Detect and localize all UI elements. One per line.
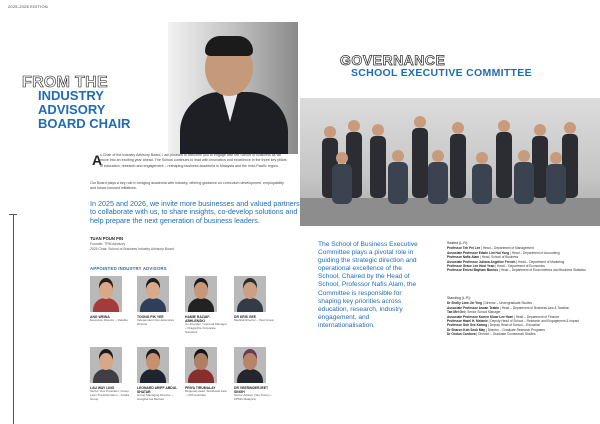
- member-role: Deputy Head of School – Research and Engagement & Impact: [490, 319, 579, 324]
- chair-quote: In 2025 and 2026, we invite more businesses and valued partners to collaborate with us, to share insights, co-develop solutions and help prepare the next generation of business leaders.: [90, 199, 300, 225]
- person-figure-seated: [546, 164, 566, 204]
- member-name: Professor Hazel H. Melanie: [447, 319, 488, 324]
- advisors-heading: APPOINTED INDUSTRY ADVISORS: [90, 266, 167, 271]
- person-head: [324, 126, 336, 138]
- member-name: Dr Shelly Liew Jin Ying: [447, 301, 482, 306]
- advisor-role: Senior Advisor (Tax Policy) – KPMG Malaysia: [234, 393, 273, 401]
- chair-title-line4: BOARD CHAIR: [38, 116, 131, 131]
- member-entry: Professor Hazel H. Melanie | Deputy Head of School – Research and Engagement & Impact: [447, 319, 579, 324]
- member-entry: Associate Professor Arwan Teakin | Head – Department of Business Law & Taxation: [447, 305, 570, 310]
- committee-description: The School of Business Executive Committee plays a pivotal role in guiding the strategic direction and operational excellence of the School. Chaired by the Head of School, Professor Nafis Alam, the Committee is responsible for shaping key priorities across education, research, industry engagement, and internationalisation.: [318, 241, 418, 329]
- member-role: Head – Department of Business Law & Taxation: [501, 305, 570, 310]
- advisor-name: LAU WAY LING: [90, 386, 115, 390]
- advisor-photo-face: [146, 282, 160, 299]
- person-head: [518, 150, 530, 162]
- member-entry: Professor Nafis Alam | Head, School of Business: [447, 255, 519, 260]
- person-figure-seated: [428, 162, 448, 204]
- advisor-photo-body: [188, 369, 214, 383]
- member-name: Tan Mei Gei: [447, 310, 465, 315]
- advisor-photo-body: [140, 369, 166, 383]
- advisor-photo-body: [140, 298, 166, 312]
- advisor-photo-body: [188, 298, 214, 312]
- seated-list: [447, 241, 597, 273]
- member-name: Professor Ernest Bayham Barrios: [447, 268, 499, 273]
- member-name: Professor Grace Lee Hooi Yean: [447, 264, 495, 269]
- chair-portrait-hair: [205, 36, 253, 56]
- advisor-card: [90, 276, 132, 323]
- member-entry: Dr Shelly Liew Jin Ying | Director – Undergraduate Studies: [447, 301, 532, 306]
- member-entry: Professor Goh See Kwong | Deputy Head of School – Education: [447, 323, 541, 328]
- signature-name: TUAN POUN PIN: [90, 236, 124, 241]
- person-head: [336, 152, 348, 164]
- person-figure-seated: [332, 164, 352, 204]
- advisor-photo-face: [99, 353, 113, 370]
- person-head: [476, 152, 488, 164]
- person-head: [564, 122, 576, 134]
- advisor-role: Co-Founder / General Manager – Dragonfire Corporate Solutions: [185, 322, 227, 334]
- member-role: Director – Undergraduate Studies: [484, 301, 532, 306]
- committee-title: SCHOOL EXECUTIVE COMMITTEE: [351, 67, 532, 79]
- margin-rule: [13, 215, 14, 424]
- advisor-photo: [90, 276, 122, 312]
- chair-title-line3: ADVISORY: [38, 102, 106, 117]
- edition-label: 2025-2026 EDITION: [8, 4, 48, 9]
- member-role: Director – Graduate Coursework Studies: [478, 332, 536, 337]
- advisor-name: DR VEERINDERJEET SINGH: [234, 386, 269, 394]
- advisor-card: [234, 276, 276, 323]
- member-name: Associate Professor Juliana Angeline French: [447, 259, 516, 264]
- advisor-photo-face: [194, 282, 208, 299]
- member-entry: Associate Professor Edwin Lim Hui Yong | Head – Department of Accounting: [447, 250, 560, 255]
- advisor-card: [185, 276, 227, 334]
- person-figure: [496, 132, 512, 198]
- advisor-name: ANG WEINA: [90, 315, 110, 319]
- intro-paragraph: s Chair of the Industry Advisory Board, I am pleased to welcome you to engage with the School of Business as we move into an exciting year ahead. The School continues to lead with innovation and excellence in the three key pillars of education, research and engagement – reshaping business academia in Malaysia and the Indo-Pacific region.: [100, 153, 287, 168]
- advisor-name: TOONG PIK YEE: [137, 315, 164, 319]
- advisor-photo: [234, 347, 266, 383]
- advisor-name: LEONARD ARIFF ABDUL SHATAR: [137, 386, 178, 394]
- person-head: [534, 124, 546, 136]
- person-figure: [450, 134, 466, 198]
- member-entry: Dr Ondun Cordova | Director – Graduate Coursework Studies: [447, 332, 536, 337]
- member-entry: Associate Professor Karren Khaw Lee Hwei | Head – Department of Finance: [447, 314, 560, 319]
- member-name: Associate Professor Edwin Lim Hui Yong: [447, 250, 510, 255]
- signature-title-1: Founder, TPM Advisory: [90, 242, 126, 246]
- member-entry: Professor Ernest Bayham Barrios | Head – Department of Econometrics and Business Statistics: [447, 268, 586, 273]
- member-role: Director – Graduate Research Programs: [487, 327, 545, 332]
- committee-group-photo: [300, 98, 600, 226]
- advisor-photo: [90, 347, 122, 383]
- governance-title: GOVERNANCE: [340, 52, 446, 68]
- member-role: Head, School of Business: [481, 255, 519, 260]
- intro-dropcap: A: [92, 152, 103, 168]
- member-role: Head – Department of Management: [482, 246, 534, 251]
- advisor-name: DR KRIS GEE: [234, 315, 257, 319]
- member-name: Associate Professor Karren Khaw Lee Hwei: [447, 314, 514, 319]
- member-name: Dr Sharon Koh Seok May: [447, 327, 486, 332]
- person-head: [348, 120, 360, 132]
- advisor-name: HAMIE RAZAIF-ABHLENSKI: [185, 315, 211, 323]
- standing-list: [447, 296, 597, 337]
- member-entry: Associate Professor Juliana Angeline French | Head – Department of Marketing: [447, 259, 565, 264]
- advisor-card: [90, 347, 132, 401]
- member-name: Professor Nafis Alam: [447, 255, 480, 260]
- advisor-role: Executive Director – Deloitte: [90, 318, 128, 322]
- person-head: [498, 120, 510, 132]
- advisor-photo: [137, 347, 169, 383]
- member-role: Senior School Manager: [467, 310, 501, 315]
- member-entry: Professor Teh Pei Lee | Head – Department of Management: [447, 246, 534, 251]
- advisor-card: [137, 347, 179, 402]
- member-role: Head – Department of Finance: [515, 314, 560, 319]
- chair-title-line2: INDUSTRY: [38, 88, 104, 103]
- chair-title-from: FROM THE: [22, 74, 108, 91]
- person-head: [452, 122, 464, 134]
- group-photo-figures: [300, 98, 600, 226]
- chair-title-block: [38, 89, 130, 131]
- person-figure-seated: [388, 162, 408, 204]
- advisor-photo-face: [194, 353, 208, 370]
- advisor-role: Senior Vice President, Group Lean Transformation – Axiata Group: [90, 389, 130, 401]
- advisor-photo: [234, 276, 266, 312]
- advisor-photo-face: [99, 282, 113, 299]
- seated-heading: Seated (L-R):: [447, 241, 469, 245]
- advisor-photo-face: [243, 282, 257, 299]
- advisor-photo-body: [93, 369, 119, 383]
- advisor-photo-body: [237, 369, 263, 383]
- member-name: Professor Goh See Kwong: [447, 323, 488, 328]
- member-entry: Tan Mei Gei | Senior School Manager: [447, 310, 501, 315]
- person-head: [372, 124, 384, 136]
- advisor-role: Regional Head, Southeast Asia – CPA Australia: [185, 389, 227, 397]
- member-role: Head – Department of Marketing: [518, 259, 565, 264]
- person-head: [432, 150, 444, 162]
- advisor-card: [234, 347, 276, 402]
- advisor-photo: [185, 276, 217, 312]
- member-entry: Dr Sharon Koh Seok May | Director – Graduate Research Programs: [447, 327, 545, 332]
- person-head: [414, 116, 426, 128]
- member-role: Head – Department of Accounting: [511, 250, 560, 255]
- signature-title-2: 2025 Chair, School of Business Industry Advisory Board: [90, 247, 174, 251]
- advisor-role: Medical Director – Vast Group: [234, 318, 274, 322]
- advisor-card: [185, 347, 227, 398]
- member-role: Head – Department of Econometrics and Business Statistics: [500, 268, 586, 273]
- advisor-photo-face: [146, 353, 160, 370]
- advisor-photo: [185, 347, 217, 383]
- standing-heading: Standing (L-R):: [447, 296, 471, 300]
- advisor-name: PRIYA TIRUMALAY: [185, 386, 216, 390]
- advisor-role: Group Managing Director – Guoghai Isa Berhad: [137, 393, 174, 401]
- person-figure: [412, 128, 428, 198]
- member-role: Head – Department of Economics: [497, 264, 545, 269]
- member-name: Associate Professor Arwan Teakin: [447, 305, 500, 310]
- person-figure-seated: [472, 164, 492, 204]
- person-figure: [370, 136, 386, 198]
- advisor-role: Independent Non-Executive Director: [137, 318, 175, 326]
- advisor-card: [137, 276, 179, 327]
- advisor-photo-body: [93, 298, 119, 312]
- person-head: [550, 152, 562, 164]
- person-figure-seated: [514, 162, 534, 204]
- advisor-photo: [137, 276, 169, 312]
- person-head: [392, 150, 404, 162]
- member-entry: Professor Grace Lee Hooi Yean | Head – Department of Economics: [447, 264, 545, 269]
- advisor-photo-body: [237, 298, 263, 312]
- member-name: Professor Teh Pei Lee: [447, 246, 481, 251]
- member-role: Deputy Head of School – Education: [489, 323, 541, 328]
- advisor-photo-face: [243, 353, 257, 370]
- member-name: Dr Ondun Cordova: [447, 332, 476, 337]
- person-figure: [532, 136, 548, 198]
- intro-paragraph-2: Our Board plays a key role in bridging academia with industry, offering guidance on curriculum development, employability and future-focused initiatives.: [90, 181, 284, 191]
